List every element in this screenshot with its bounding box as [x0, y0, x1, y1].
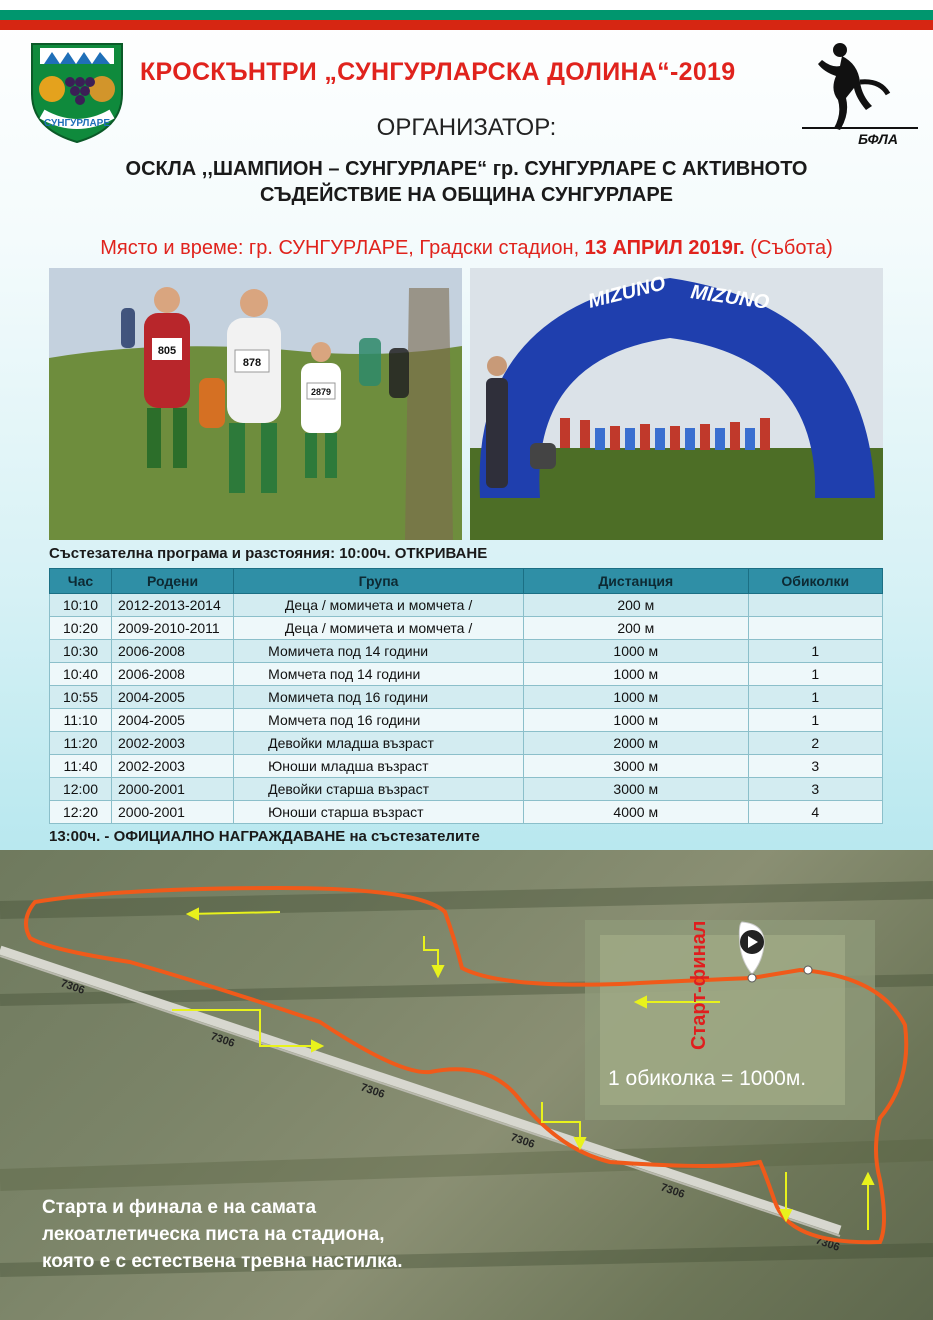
course-note: [42, 1194, 512, 1275]
start-finish-label: Старт-финал: [688, 920, 710, 1050]
cell-born: 2002-2003: [112, 732, 234, 755]
cell-distance: 4000 м: [524, 801, 749, 824]
cell-group: Момичета под 16 години: [234, 686, 524, 709]
course-note-line-2: лекоатлетическа писта на стадиона,: [42, 1224, 385, 1245]
cell-distance: 1000 м: [524, 686, 749, 709]
cell-laps: 2: [748, 732, 882, 755]
event-date: 13 АПРИЛ 2019г.: [584, 237, 745, 259]
logo-left-text: СУНГУРЛАРЕ: [43, 118, 111, 129]
cell-time: 10:30: [50, 640, 112, 663]
cell-group: Момичета под 14 години: [234, 640, 524, 663]
cell-laps: 3: [748, 778, 882, 801]
cell-born: 2004-2005: [112, 686, 234, 709]
cell-laps: 4: [748, 801, 882, 824]
cell-group: Девойки старша възраст: [234, 778, 524, 801]
table-row: [50, 709, 883, 732]
organizer-label: ОРГАНИЗАТОР:: [376, 114, 557, 141]
road-label-3: 7306: [359, 1081, 387, 1101]
course-note-line-1: Старта и финала е на самата: [42, 1197, 317, 1218]
cell-group: Момчета под 16 години: [234, 709, 524, 732]
venue-suffix: (Събота): [744, 237, 833, 259]
cell-distance: 1000 м: [524, 709, 749, 732]
cell-time: 10:55: [50, 686, 112, 709]
flag-stripes: [0, 0, 933, 30]
cell-distance: 2000 м: [524, 732, 749, 755]
lap-info: 1 обиколка = 1000м.: [608, 1067, 807, 1090]
organizer-line-2: СЪДЕЙСТВИЕ НА ОБЩИНА СУНГУРЛАРЕ: [259, 184, 674, 206]
road-label-4: 7306: [509, 1131, 537, 1151]
cell-group: Деца / момичета и момчета /: [234, 617, 524, 640]
road-label-1: 7306: [59, 977, 87, 997]
venue-prefix: Място и време: гр. СУНГУРЛАРЕ, Градски стадион,: [100, 237, 585, 259]
cell-time: 10:40: [50, 663, 112, 686]
cell-time: 10:20: [50, 617, 112, 640]
table-row: [50, 755, 883, 778]
cell-time: 11:20: [50, 732, 112, 755]
col-header-laps: Обиколки: [748, 569, 882, 594]
organizer-text: [60, 156, 873, 208]
cell-time: 11:40: [50, 755, 112, 778]
cell-laps: 3: [748, 755, 882, 778]
cell-group: Юноши младша възраст: [234, 755, 524, 778]
cell-born: 2006-2008: [112, 663, 234, 686]
table-row: [50, 801, 883, 824]
schedule-table: [49, 568, 883, 824]
table-row: [50, 640, 883, 663]
cell-laps: 1: [748, 640, 882, 663]
program-title: Състезателна програма и разстояния: 10:00ч. ОТКРИВАНЕ: [49, 545, 488, 562]
col-header-born: Родени: [112, 569, 234, 594]
cell-born: 2000-2001: [112, 801, 234, 824]
schedule-header-row: [50, 569, 883, 594]
cell-born: 2006-2008: [112, 640, 234, 663]
road-label-2: 7306: [209, 1030, 237, 1050]
runners-illustration: [49, 268, 462, 540]
cell-laps: 1: [748, 686, 882, 709]
runners-photo: [49, 268, 462, 540]
logo-right-text: БФЛА: [858, 131, 898, 147]
cell-time: 12:00: [50, 778, 112, 801]
cell-time: 10:10: [50, 594, 112, 617]
table-row: [50, 686, 883, 709]
road-label-5: 7306: [659, 1181, 687, 1201]
cell-laps: 1: [748, 663, 882, 686]
venue-and-date: [0, 237, 933, 260]
cell-group: Деца / момичета и момчета /: [234, 594, 524, 617]
table-row: [50, 778, 883, 801]
arch-brand-left: MIZUNO: [585, 272, 668, 313]
awards-ceremony-note: 13:00ч. - ОФИЦИАЛНО НАГРАЖДАВАНЕ на състезателите: [49, 828, 480, 845]
arch-brand-right: MIZUNO: [689, 281, 771, 314]
table-row: [50, 617, 883, 640]
cell-distance: 200 м: [524, 617, 749, 640]
cell-born: 2002-2003: [112, 755, 234, 778]
cell-born: 2009-2010-2011: [112, 617, 234, 640]
cell-laps: [748, 617, 882, 640]
col-header-distance: Дистанция: [524, 569, 749, 594]
table-row: [50, 663, 883, 686]
organizer-line-1: ОСКЛА ,,ШАМПИОН – СУНГУРЛАРЕ“ гр. СУНГУРЛАРЕ С АКТИВНОТО: [125, 158, 808, 180]
bib-878: 878: [242, 357, 262, 369]
cell-time: 12:20: [50, 801, 112, 824]
cell-distance: 3000 м: [524, 755, 749, 778]
cell-time: 11:10: [50, 709, 112, 732]
cell-born: 2004-2005: [112, 709, 234, 732]
col-header-time: Час: [50, 569, 112, 594]
cell-laps: [748, 594, 882, 617]
cell-born: 2000-2001: [112, 778, 234, 801]
cell-born: 2012-2013-2014: [112, 594, 234, 617]
bib-805: 805: [157, 345, 177, 357]
road-label-6: 7306: [814, 1234, 842, 1254]
start-arch-photo: [470, 268, 883, 540]
cell-distance: 200 м: [524, 594, 749, 617]
cell-group: Юноши старша възраст: [234, 801, 524, 824]
bib-2879: 2879: [310, 387, 332, 397]
cell-group: Момчета под 14 години: [234, 663, 524, 686]
cell-distance: 1000 м: [524, 663, 749, 686]
table-row: [50, 732, 883, 755]
page-title: КРОСКЪНТРИ „СУНГУРЛАРСКА ДОЛИНА“-2019: [140, 58, 736, 86]
cell-distance: 1000 м: [524, 640, 749, 663]
cell-laps: 1: [748, 709, 882, 732]
cell-distance: 3000 м: [524, 778, 749, 801]
table-row: [50, 594, 883, 617]
arch-illustration: [470, 268, 883, 540]
cell-group: Девойки младша възраст: [234, 732, 524, 755]
col-header-group: Група: [234, 569, 524, 594]
course-note-line-3: която е с естествена тревна настилка.: [42, 1251, 403, 1272]
